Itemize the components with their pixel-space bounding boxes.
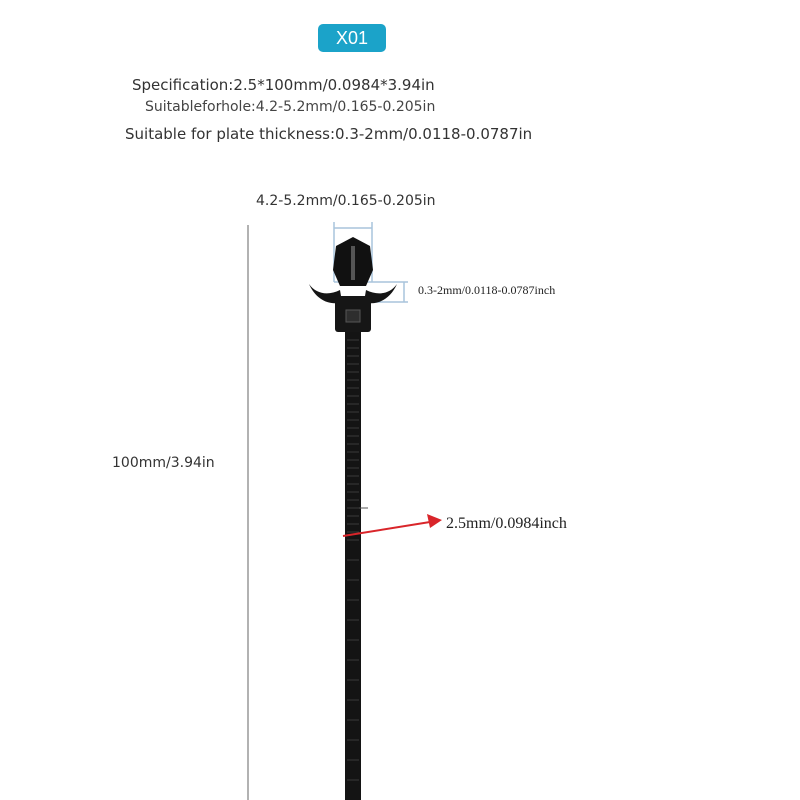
hole-diameter-label: 4.2-5.2mm/0.165-0.205in [256, 193, 436, 209]
model-badge: X01 [318, 24, 386, 52]
plate-thickness-text: Suitable for plate thickness:0.3-2mm/0.0118-0.0787in [125, 125, 533, 143]
plate-range-label: 0.3-2mm/0.0118-0.0787inch [418, 283, 556, 297]
arrow-head-slot [351, 246, 355, 280]
cable-tie-strap [345, 330, 361, 800]
strap-width-label: 2.5mm/0.0984inch [446, 515, 567, 532]
suitable-hole-text: Suitableforhole:4.2-5.2mm/0.165-0.205in [145, 99, 436, 115]
lock-window [346, 310, 360, 322]
specification-text: Specification:2.5*100mm/0.0984*3.94in [132, 76, 435, 94]
width-arrow-head [427, 514, 442, 528]
total-length-label: 100mm/3.94in [112, 455, 215, 471]
